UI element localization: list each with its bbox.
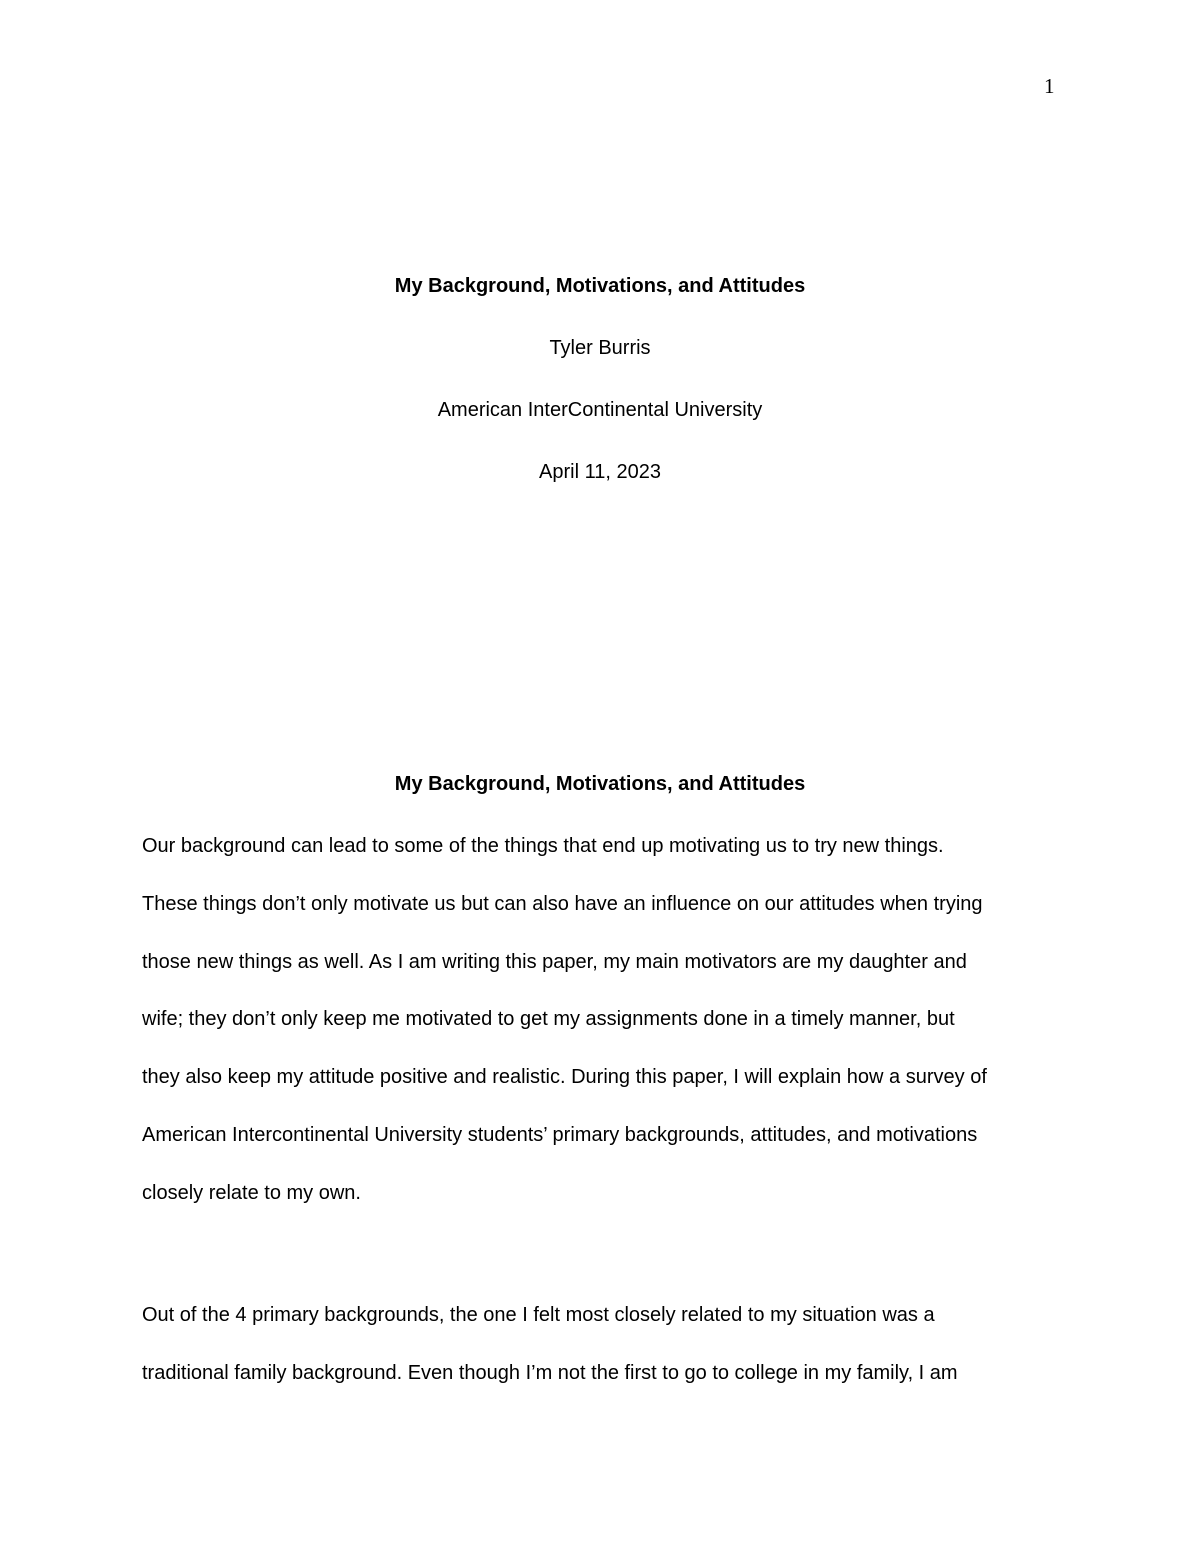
page-number: 1	[1044, 74, 1055, 98]
paragraph-line: closely relate to my own.	[142, 1181, 361, 1204]
paragraph-2	[142, 1287, 1062, 1403]
institution-name: American InterContinental University	[437, 399, 763, 421]
body-heading: My Background, Motivations, and Attitudes	[394, 773, 806, 795]
paragraph-line: Out of the 4 primary backgrounds, the one I felt most closely related to my situation was a	[142, 1304, 935, 1326]
paragraph-line: American Intercontinental University students’ primary backgrounds, attitudes, and motivations	[142, 1123, 978, 1146]
paragraph-1	[142, 818, 1062, 1223]
paragraph-line: they also keep my attitude positive and realistic. During this paper, I will explain how a survey of	[142, 1066, 987, 1089]
paper-title: My Background, Motivations, and Attitudes	[394, 275, 806, 297]
author-name: Tyler Burris	[549, 337, 651, 359]
paragraph-line: traditional family background. Even though I’m not the first to go to college in my family, I am	[142, 1361, 958, 1384]
paragraph-line: wife; they don’t only keep me motivated to get my assignments done in a timely manner, but	[142, 1008, 955, 1031]
paper-date: April 11, 2023	[539, 461, 661, 483]
title-page-block	[0, 270, 1200, 518]
paragraph-line: Our background can lead to some of the things that end up motivating us to try new things.	[142, 835, 944, 857]
paragraph-line: These things don’t only motivate us but can also have an influence on our attitudes when trying	[142, 892, 983, 915]
paragraph-line: those new things as well. As I am writing this paper, my main motivators are my daughter and	[142, 950, 967, 973]
